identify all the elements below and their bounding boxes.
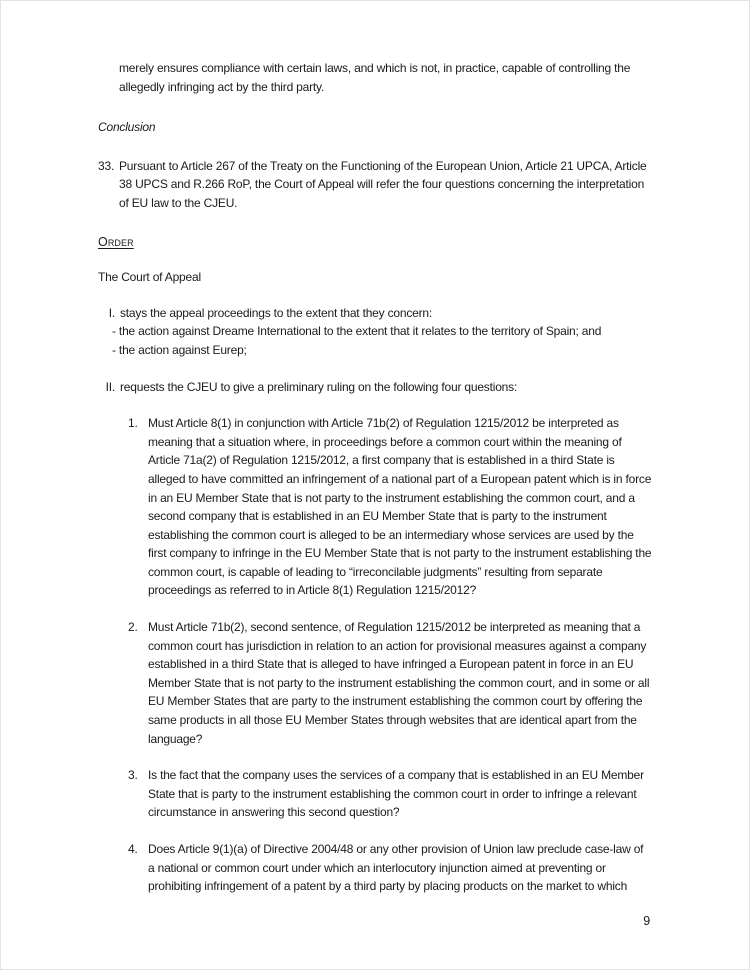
- ruling-row: [98, 378, 654, 397]
- ruling-numeral: II.: [105, 379, 115, 394]
- question-text: Must Article 8(1) in conjunction with Article 71b(2) of Regulation 1215/2012 be interpreted as meaning that a situation where, in proceedings before a common court within the meaning of Article 71a(2) of Regulation 1215/2012, a first company that is established in a third State is alleged to have committed an infringement of a national part of a European patent which is in force in an EU Member State that is not party to the instrument establishing the common court, and a second company that is established in an EU Member State that is party to the instrument establishing the common court is alleged to be an intermediary whose services are used by the first company to infringe in the EU Member State that is not party to the instrument establishing the common court, is capable of leading to “irreconcilable judgments” resulting from separate proceedings as referred to in Article 8(1) Regulation 1215/2012?: [148, 416, 652, 598]
- question-number: 3.: [128, 768, 138, 783]
- conclusion-heading: Conclusion: [98, 120, 156, 135]
- question-number: 1.: [128, 416, 138, 431]
- question-number: 4.: [128, 842, 138, 856]
- question-item-4: [128, 840, 654, 896]
- ruling-item-stay: [98, 304, 654, 360]
- ruling-subitem: - the action against Dreame International to the extent that it relates to the territory of Spain; and: [112, 324, 602, 339]
- order-heading: Order: [98, 234, 134, 249]
- page-number: 9: [643, 914, 650, 928]
- page-content: [98, 59, 654, 914]
- question-item-2: [128, 618, 654, 748]
- question-text: Is the fact that the company uses the services of a company that is established in an EU Member State that is party to the instrument establishing the common court in order to infringe a relevant circumstance in answering this second question?: [148, 768, 644, 820]
- questions-list: [128, 414, 654, 896]
- ruling-text: stays the appeal proceedings to the extent that they concern:: [120, 305, 433, 320]
- ruling-item-request: [98, 378, 654, 397]
- paragraph-continuation: merely ensures compliance with certain laws, and which is not, in practice, capable of controlling the allegedly infringing act by the third party.: [119, 61, 631, 94]
- court-of-appeal-line: The Court of Appeal: [98, 270, 201, 285]
- ruling-subitem: - the action against Eurep;: [112, 342, 247, 357]
- paragraph-number: 33.: [98, 158, 115, 173]
- ruling-row: [98, 304, 654, 323]
- question-text: Does Article 9(1)(a) of Directive 2004/48 or any other provision of Union law preclude case-law of a national or common court under which an interlocutory injunction aimed at preventing or prohibiting infringement of a patent by a third party by placing products on the market to which: [148, 842, 644, 894]
- question-number: 2.: [128, 620, 138, 635]
- question-item-3: [128, 766, 654, 822]
- question-text: Must Article 71b(2), second sentence, of Regulation 1215/2012 be interpreted as meaning that a common court has jurisdiction in relation to an action for provisional measures against a company established in a third State that is alleged to have infringed a European patent in force in an EU Member State that is not party to the instrument establishing the common court, and in some or all EU Member States that are party to the instrument establishing the common court by offering the same products in all those EU Member States through websites that are identical apart from the language?: [148, 620, 650, 746]
- paragraph-33: [98, 157, 654, 213]
- ruling-numeral: I.: [108, 305, 115, 320]
- paragraph-text: Pursuant to Article 267 of the Treaty on the Functioning of the European Union, Article 21 UPCA, Article 38 UPCS and R.266 RoP, the Court of Appeal will refer the four questions concerning the interpretation of EU law to the CJEU.: [119, 158, 647, 210]
- question-item-1: [128, 414, 654, 600]
- ruling-text: requests the CJEU to give a preliminary ruling on the following four questions:: [120, 379, 518, 394]
